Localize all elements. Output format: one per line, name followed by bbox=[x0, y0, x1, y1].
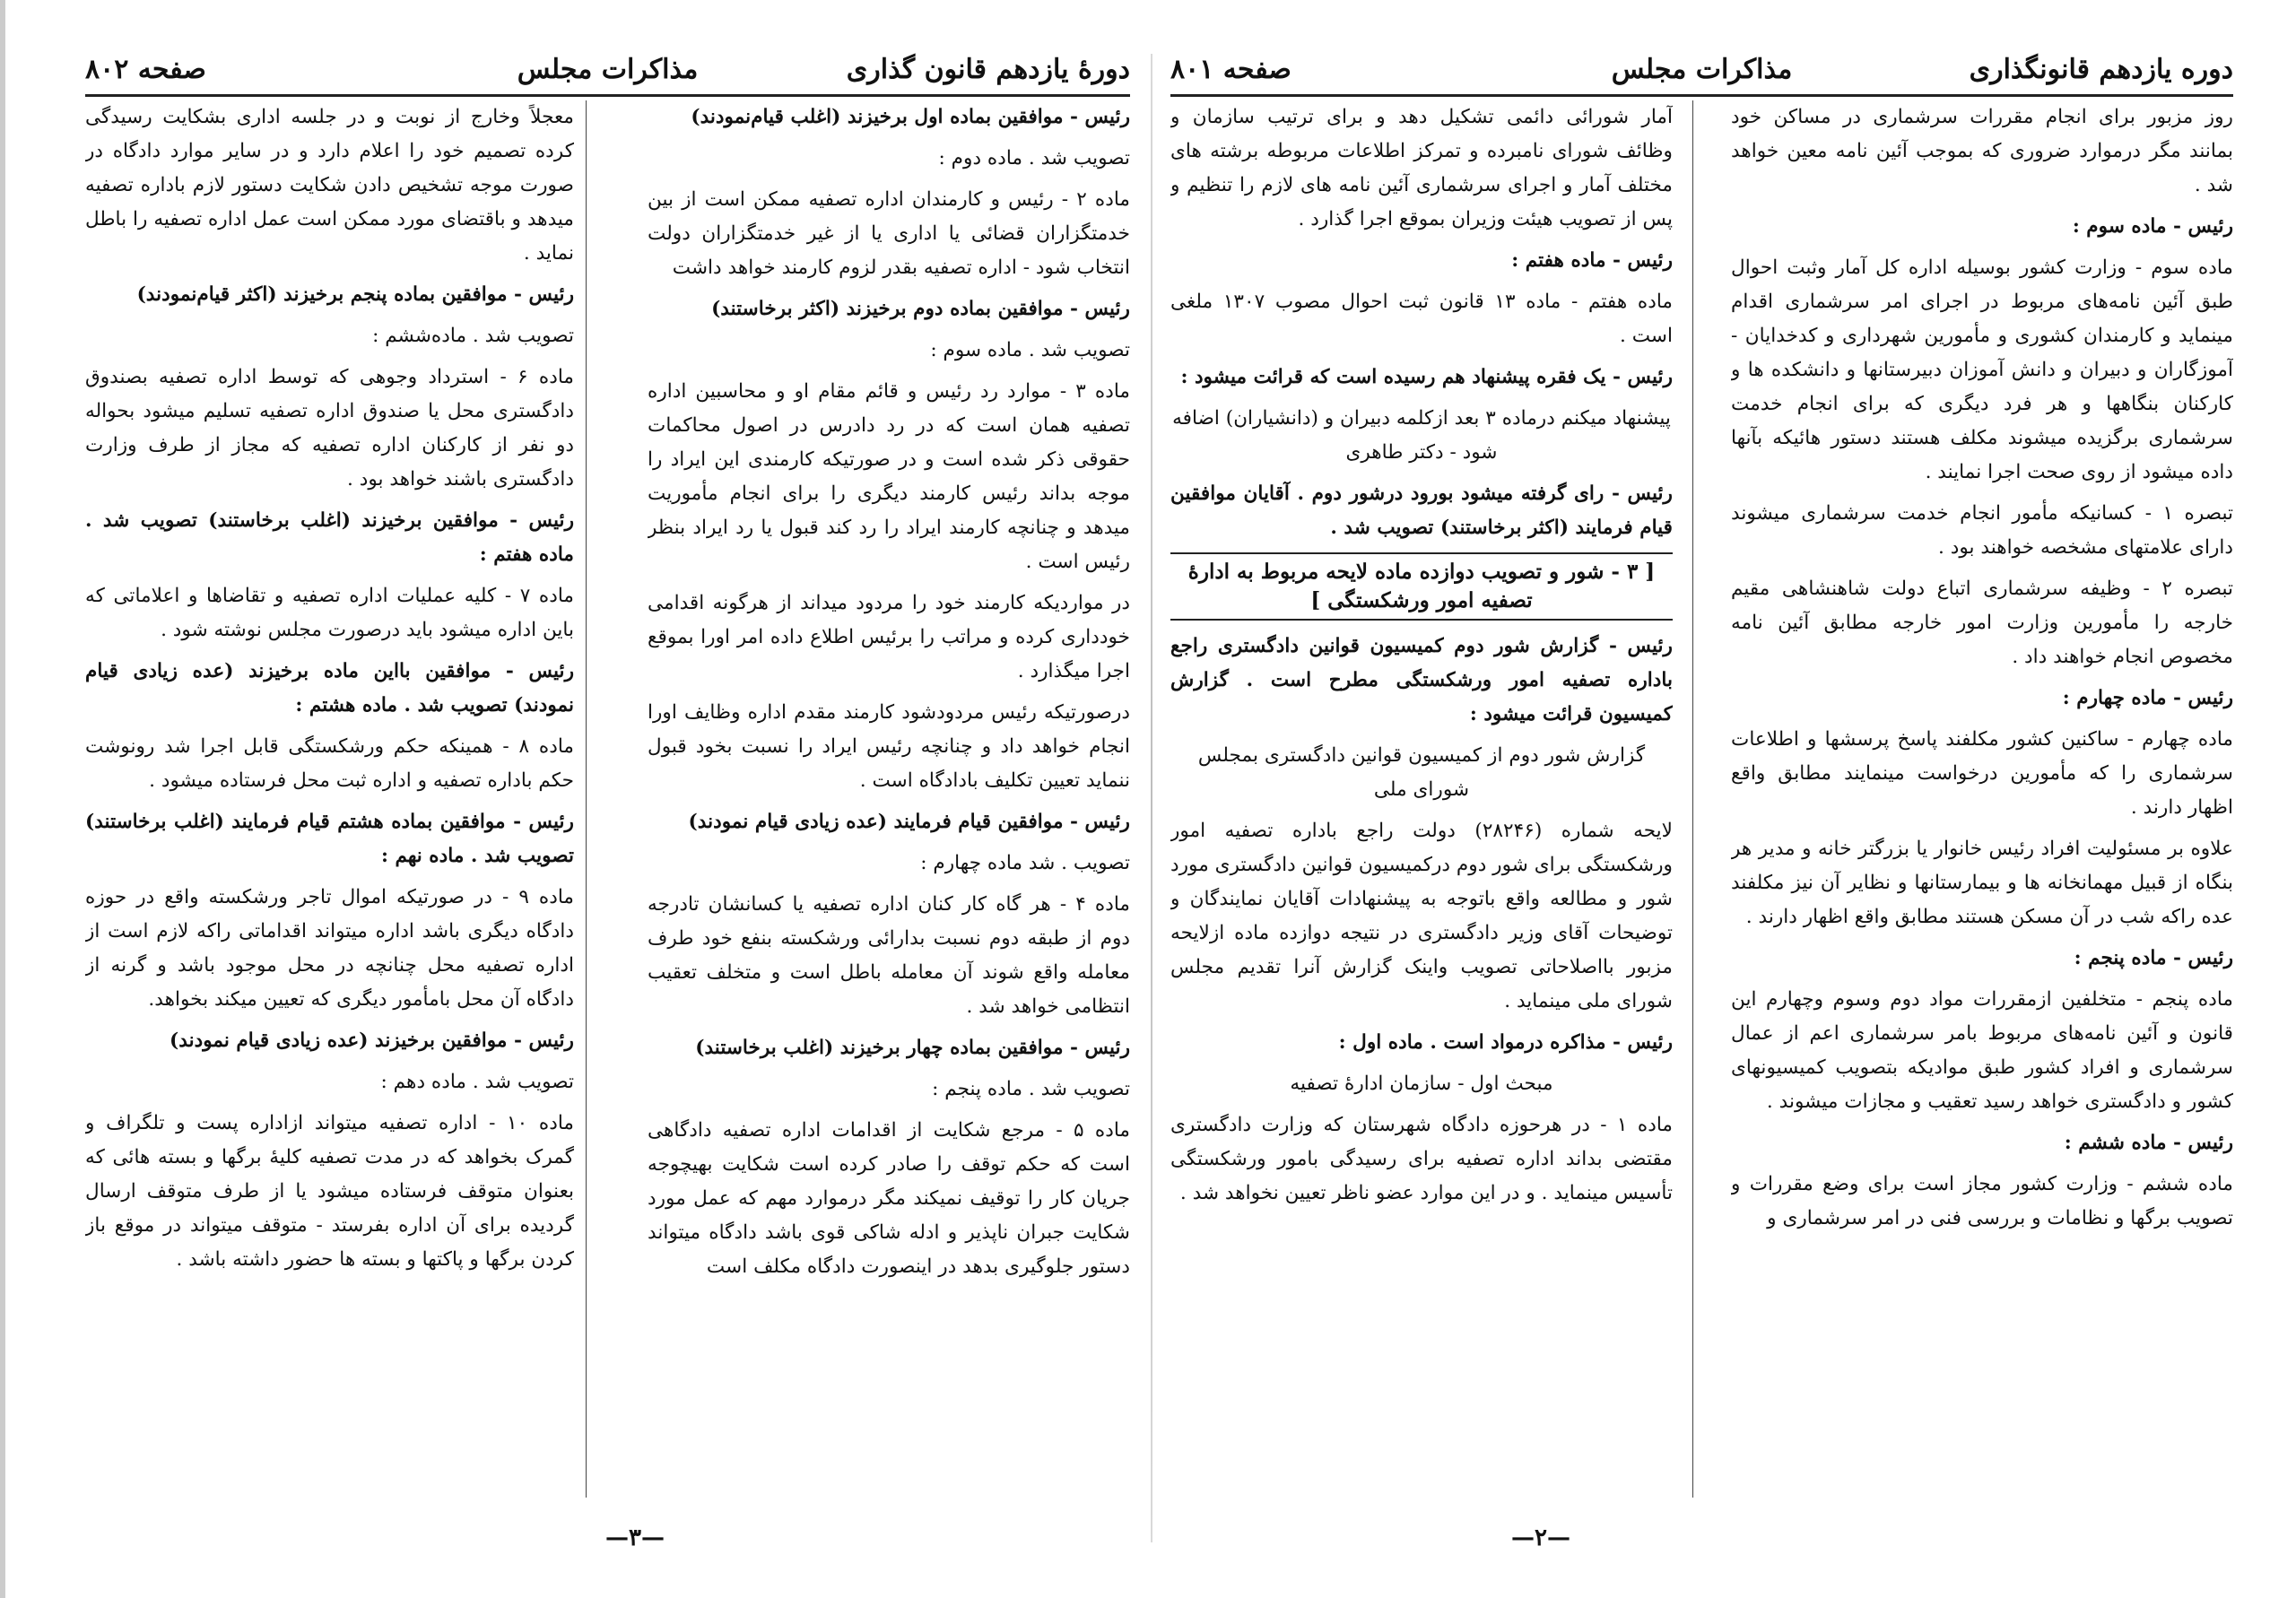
speaker-line: رئیس - موافقین بماده چهار برخیزند (اغلب برخاستند) bbox=[695, 1037, 1130, 1059]
paragraph: ماده ۷ - کلیه عملیات اداره تصفیه و تقاضاها و اعلاماتی که باین اداره میشود باید درصورت مجلس نوشته شود . bbox=[85, 585, 574, 641]
paragraph: ماده ۸ - همینکه حکم ورشکستگی قابل اجرا شد رونوشت حکم باداره تصفیه و اداره ثبت محل فرستاده میشود . bbox=[85, 735, 574, 792]
header-title: مذاکرات مجلس bbox=[517, 54, 699, 85]
page-header bbox=[1170, 45, 2233, 97]
paragraph: ماده سوم - وزارت کشور بوسیله اداره کل آمار وثبت احوال طبق آئین نامه‌های مربوط در اجرای امر سرشماری اقدام مینماید و کارمندان کشوری و مأمورین شهرداری و کدخدایان - آموزگاران و دبیران و دانش آموزان دبیرستانها و دانشکده ها و کارکنان بنگاهها و هر فرد دیگری که برای انجام خدمت سرشماری برگزیده میشوند مکلف هستند دستور هائیکه بآنها داده میشود از روی صحت اجرا نمایند . bbox=[1731, 256, 2233, 483]
header-title: مذاکرات مجلس bbox=[1611, 54, 1793, 85]
header-page-number: صفحه ۸۰۱ bbox=[1170, 54, 1292, 85]
paragraph: روز مزبور برای انجام مقررات سرشماری در مساکن خود بمانند مگر درموارد ضروری که بموجب آئین نامه معین خواهد شد . bbox=[1731, 106, 2233, 196]
paragraph: تبصره ۲ - وظیفه سرشماری اتباع دولت شاهنشاهی مقیم خارجه را مأمورین وزارت امور خارجه مطابق آئین نامه مخصوص انجام خواهند داد . bbox=[1731, 578, 2233, 668]
scan-edge bbox=[0, 0, 5, 1598]
paragraph: ماده ۶ - استرداد وجوهی که توسط اداره تصفیه بصندوق دادگستری محل یا صندوق اداره تصفیه تسلیم میشود بحواله دو نفر از کارکنان اداره تصفیه که مجاز از طرف وزارت دادگستری باشند خواهد بود . bbox=[85, 366, 574, 491]
centered-paragraph: گزارش شور دوم از کمیسیون قوانین دادگستری بمجلس شورای ملی bbox=[1197, 744, 1646, 801]
column-left bbox=[85, 100, 574, 1498]
header-page-number: صفحه ۸۰۲ bbox=[85, 54, 206, 85]
paragraph: معجلاً وخارج از نوبت و در جلسه اداری بشکایت رسیدگی کرده تصمیم خود را اعلام دارد و در سایر موارد دادگاه در صورت موجه تشخیص دادن شکایت دستور لازم باداره تصفیه میدهد و باقتضای مورد ممکن است عمل اداره تصفیه را باطل نماید . bbox=[85, 106, 574, 265]
speaker-line: رئیس - رای گرفته میشود بورود درشور دوم . آقایان موافقین قیام فرمایند (اکثر برخاستند) تصویب شد . bbox=[1170, 482, 1673, 539]
section-heading: [ ۳ - شور و تصویب دوازده ماده لایحه مربوط به ادارهٔ تصفیه امور ورشکستگی ] bbox=[1170, 552, 1673, 621]
paragraph: ماده ششم - وزارت کشور مجاز است برای وضع مقررات و تصویب برگها و نظامات و بررسی فنی در امر سرشماری و bbox=[1731, 1173, 2233, 1229]
column-right bbox=[1731, 100, 2233, 1498]
speaker-line: رئیس - موافقین برخیزند (اغلب برخاستند) تصویب شد . ماده هفتم : bbox=[85, 509, 574, 566]
speaker-line: رئیس - موافقین بماده پنجم برخیزند (اکثر قیام‌نمودند) bbox=[136, 283, 574, 306]
paragraph: تصویب . شد ماده چهارم : bbox=[920, 852, 1130, 874]
paragraph: تبصره ۱ - کسانیکه مأمور انجام خدمت سرشماری میشوند دارای علامتهای مشخصه خواهند بود . bbox=[1731, 502, 2233, 559]
speaker-line: رئیس - ماده هفتم : bbox=[1511, 249, 1673, 272]
speaker-line: رئیس - موافقین بماده اول برخیزند (اغلب قیام‌نمودند) bbox=[691, 106, 1130, 128]
paragraph: علاوه بر مسئولیت افراد رئیس خانوار یا بزرگتر خانه و مدیر هر بنگاه از قبیل مهمانخانه ها و بیمارستانها و نظایر آن نیز مکلفند عده راکه شب در آن مسکن هستند مطابق واقع اظهار دارند . bbox=[1731, 838, 2233, 928]
speaker-line: رئیس - یک فقره پیشنهاد هم رسیده است که قرائت میشود : bbox=[1180, 366, 1673, 388]
header-session: دورهٔ یازدهم قانون گذاری bbox=[846, 54, 1130, 85]
paragraph: لایحه شماره (۲۸۲۴۶) دولت راجع باداره تصفیه امور ورشکستگی برای شور دوم درکمیسیون قوانین دادگستری مورد شور و مطالعه واقع باتوجه به پیشنهادات آقایان نمایندگان و توضیحات آقای وزیر دادگستری در نتیجه دوازده ماده ازلایحه مزبور بااصلاحاتی تصویب واینک گزارش آنرا تقدیم مجلس شورای ملی مینماید . bbox=[1170, 820, 1673, 1012]
column-left bbox=[1170, 100, 1673, 1498]
text-columns bbox=[1170, 100, 2233, 1498]
page-footer-number: —۳— bbox=[605, 1524, 665, 1551]
speaker-line: رئیس - موافقین قیام فرمایند (عده زیادی قیام نمودند) bbox=[688, 811, 1130, 833]
speaker-line: رئیس - موافقین برخیزند (عده زیادی قیام نمودند) bbox=[170, 1029, 574, 1052]
column-right bbox=[648, 100, 1130, 1498]
speaker-line: رئیس - ماده سوم : bbox=[2072, 215, 2233, 238]
page-802 bbox=[85, 36, 1130, 1560]
paragraph: ماده ۲ - رئیس و کارمندان اداره تصفیه ممکن است از بین خدمتگزاران قضائی یا اداری یا از غیر خدمتگزاران دولت انتخاب شود - اداره تصفیه بقدر لزوم کارمند خواهد داشت bbox=[648, 188, 1130, 279]
speaker-line: رئیس - ماده چهارم : bbox=[2062, 687, 2233, 709]
speaker-line: رئیس - موافقین بماده دوم برخیزند (اکثر برخاستند) bbox=[711, 298, 1130, 320]
paragraph: آمار شورائی دائمی تشکیل دهد و برای ترتیب سازمان و وظائف شورای نامبرده و تمرکز اطلاعات مربوطه برشته های مختلف آمار و اجرای سرشماری آئین نامه های لازم را تنظیم و پس از تصویب هیئت وزیران بموقع اجرا گذارد . bbox=[1170, 106, 1673, 230]
centered-paragraph: پیشنهاد میکنم درماده ۳ بعد ازکلمه دبیران و (دانشیاران) اضافه شود - دکتر طاهری bbox=[1172, 407, 1671, 464]
paragraph: ماده ۵ - مرجع شکایت از اقدامات اداره تصفیه دادگاهی است که حکم توقف را صادر کرده است شکایت بهیچوجه جریان کار را توقیف نمیکند مگر درموارد مهم که عمل مورد شکایت جبران ناپذیر و ادله شاکی قوی باشد دادگاه میتواند دستور جلوگیری بدهد در اینصورت دادگاه مکلف است bbox=[648, 1119, 1130, 1278]
paragraph: ماده ۹ - در صورتیکه اموال تاجر ورشکسته واقع در حوزه دادگاه دیگری باشد اداره میتواند اقداماتی راکه لازم است از اداره تصفیه محل چنانچه در محل موجود باشد و گرنه از دادگاه آن محل بامأمور دیگری که تعیین میکند بخواهد. bbox=[85, 886, 574, 1011]
header-session: دوره یازدهم قانونگذاری bbox=[1969, 54, 2233, 85]
page-801 bbox=[1170, 36, 2233, 1560]
paragraph: تصویب شد . ماده پنجم : bbox=[932, 1078, 1130, 1100]
page-header bbox=[85, 45, 1130, 97]
text-columns bbox=[85, 100, 1130, 1498]
speaker-line: رئیس - گزارش شور دوم کمیسیون قوانین دادگستری راجع باداره تصفیه امور ورشکستگی مطرح است . گزارش کمیسیون قرائت میشود : bbox=[1170, 635, 1673, 725]
speaker-line: رئیس - ماده ششم : bbox=[2064, 1132, 2233, 1154]
speaker-line: رئیس - ماده پنجم : bbox=[2074, 947, 2233, 969]
paragraph: ماده ۴ - هر گاه کار کنان اداره تصفیه یا کسانشان تادرجه دوم از طبقه دوم نسبت بدارائی ورشکسته بنفع خود طرف معامله واقع شوند آن معامله باطل است و متخلف تعقیب انتظامی خواهد شد . bbox=[648, 893, 1130, 1018]
paragraph: ماده هفتم - ماده ۱۳ قانون ثبت احوال مصوب ۱۳۰۷ ملغی است . bbox=[1170, 291, 1673, 347]
paragraph: تصویب شد . ماده‌ششم : bbox=[372, 325, 574, 347]
paragraph: تصویب شد . ماده سوم : bbox=[930, 339, 1130, 361]
column-rule bbox=[1692, 100, 1693, 1498]
paragraph: ماده ۳ - موارد رد رئیس و قائم مقام او و محاسبین اداره تصفیه همان است که در رد دادرس در اصول محاکمات حقوقی ذکر شده است و در صورتیکه کارمندی این ایراد را موجه بداند رئیس کارمند دیگری را برای انجام مأموریت میدهد و چنانچه کارمند ایراد را رد کند قبول یا رد ایراد بنظر رئیس است . bbox=[648, 380, 1130, 573]
page-gutter bbox=[1151, 54, 1152, 1542]
paragraph: تصویب شد . ماده دوم : bbox=[938, 147, 1130, 169]
paragraph: تصویب شد . ماده دهم : bbox=[380, 1071, 574, 1093]
speaker-line: رئیس - مذاکره درمواد است . ماده اول : bbox=[1338, 1031, 1673, 1054]
centered-paragraph: مبحث اول - سازمان ادارهٔ تصفیه bbox=[1290, 1073, 1553, 1095]
paragraph: ماده پنجم - متخلفین ازمقررات مواد دوم وسوم وچهارم این قانون و آئین نامه‌های مربوط بامر سرشماری اعم از عمال سرشماری و افراد کشور طبق موادیکه بتصویب کمیسیونهای کشور و دادگستری خواهد رسید تعقیب و مجازات میشوند . bbox=[1731, 988, 2233, 1113]
column-rule bbox=[586, 100, 587, 1498]
paragraph: ماده ۱ - در هرحوزه دادگاه شهرستان که وزارت دادگستری مقتضی بداند اداره تصفیه برای رسیدگی بامور ورشکستگی تأسیس مینماید . و در این موارد عضو ناظر تعیین نخواهد شد . bbox=[1170, 1114, 1673, 1204]
paragraph: ماده چهارم - ساکنین کشور مکلفند پاسخ پرسشها و اطلاعات سرشماری را که مأمورین درخواست مینمایند مطابق واقع اظهار دارند . bbox=[1731, 728, 2233, 819]
paragraph: در مواردیکه کارمند خود را مردود میداند از هرگونه اقدامی خودداری کرده و مراتب را برئیس اطلاع داده امر اورا بموقع اجرا میگذارد . bbox=[648, 592, 1130, 682]
paragraph: درصورتیکه رئیس مردودشود کارمند مقدم اداره وظایف اورا انجام خواهد داد و چنانچه رئیس ایراد را نسبت بخود قبول ننماید تعیین تکلیف بادادگاه است . bbox=[648, 701, 1130, 792]
speaker-line: رئیس - موافقین بماده هشتم قیام فرمایند (اغلب برخاستند) تصویب شد . ماده نهم : bbox=[85, 811, 574, 867]
speaker-line: رئیس - موافقین بااین ماده برخیزند (عده زیادی قیام نمودند) تصویب شد . ماده هشتم : bbox=[85, 660, 574, 716]
paragraph: ماده ۱۰ - اداره تصفیه میتواند ازاداره پست و تلگراف و گمرک بخواهد که در مدت تصفیه کلیهٔ برگها و بسته هائی که بعنوان متوقف فرستاده میشود یا از طرف متوقف ارسال گردیده برای آن اداره بفرستد - متوقف میتواند در موقع باز کردن برگها و پاکتها و بسته ها حضور داشته باشد . bbox=[85, 1112, 574, 1271]
page-footer-number: —۲— bbox=[1511, 1524, 1570, 1551]
